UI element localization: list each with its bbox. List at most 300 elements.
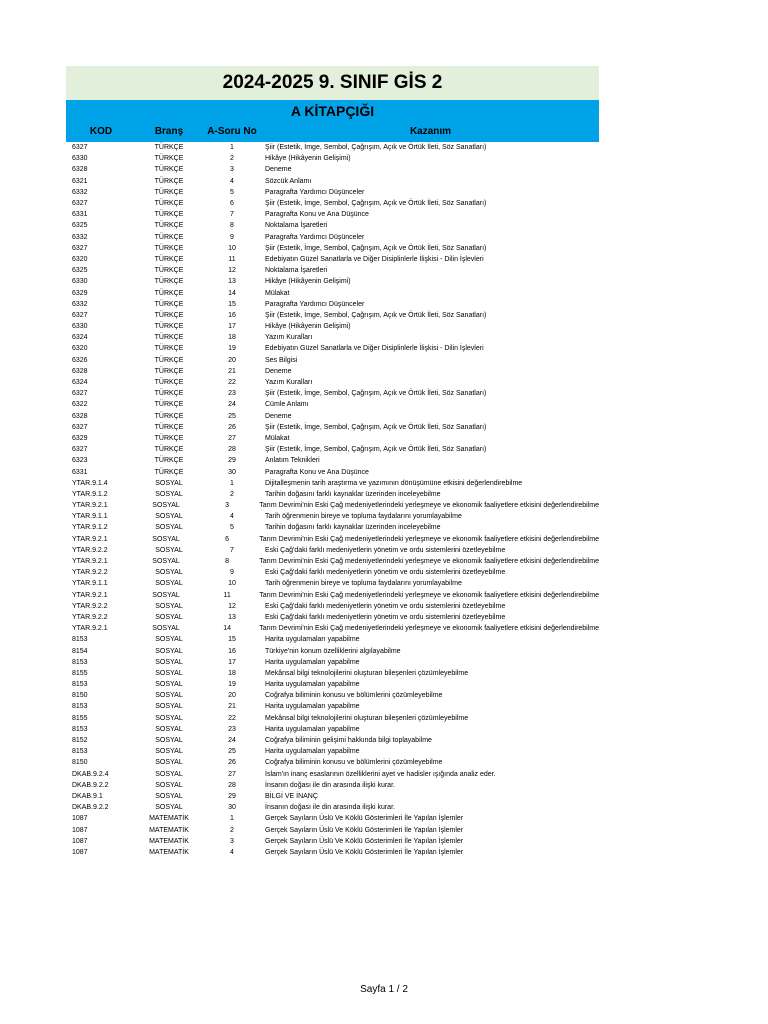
- cell-brans: SOSYAL: [152, 502, 180, 510]
- cell-brans: SOSYAL: [155, 737, 183, 745]
- cell-kazanim: Deneme: [265, 166, 292, 174]
- cell-soru-no: 7: [230, 546, 234, 554]
- cell-kazanim: Şiir (Estetik, İmge, Sembol, Çağrışım, Açık ve Örtük İleti, Söz Sanatları): [265, 390, 487, 398]
- cell-soru-no: 16: [228, 311, 236, 319]
- cell-kazanim: Hikâye (Hikâyenin Gelişimi): [265, 278, 351, 286]
- cell-kod: YTAR.9.2.2: [72, 613, 108, 621]
- cell-kazanim: Coğrafya biliminin konusu ve bölümlerini çözümleyebilme: [265, 759, 443, 767]
- cell-kod: 6327: [72, 144, 88, 152]
- table-row: [66, 668, 599, 679]
- cell-brans: SOSYAL: [155, 658, 183, 666]
- table-row: [66, 690, 599, 701]
- cell-brans: TÜRKÇE: [154, 390, 184, 398]
- cell-kazanim: Tarım Devrimi'nin Eski Çağ medeniyetlerindeki yerleşmeye ve ekonomik faaliyetlere etkisini değerlendirebilme: [259, 558, 600, 566]
- cell-brans: TÜRKÇE: [154, 334, 184, 342]
- cell-kod: DKAB.9.2.2: [72, 781, 109, 789]
- cell-kazanim: Eski Çağ'daki farklı medeniyetlerin yönetim ve ordu sistemlerini özetleyebilme: [265, 613, 506, 621]
- cell-soru-no: 30: [228, 468, 236, 476]
- cell-brans: MATEMATİK: [149, 848, 189, 856]
- cell-kazanim: İnsanın doğası ile din arasında ilişki kurar.: [265, 781, 395, 789]
- cell-brans: SOSYAL: [155, 669, 183, 677]
- booklet-text: A KİTAPÇIĞI: [290, 102, 375, 119]
- cell-kod: 6327: [72, 200, 88, 208]
- cell-kod: 6332: [72, 188, 88, 196]
- cell-soru-no: 26: [228, 759, 236, 767]
- table-row: [66, 836, 599, 847]
- table-row: [66, 422, 599, 433]
- cell-kod: 1087: [72, 837, 88, 845]
- cell-kod: 6322: [72, 401, 88, 409]
- cell-kod: 6332: [72, 233, 88, 241]
- cell-soru-no: 8: [230, 222, 234, 230]
- cell-soru-no: 2: [230, 826, 234, 834]
- cell-kod: 8155: [72, 714, 88, 722]
- cell-kazanim: Paragrafta Yardımcı Düşünceler: [265, 300, 365, 308]
- cell-soru-no: 11: [223, 591, 231, 599]
- cell-kod: 6331: [72, 468, 88, 476]
- cell-kod: 6329: [72, 434, 88, 442]
- cell-kod: 6327: [72, 390, 88, 398]
- cell-brans: SOSYAL: [155, 725, 183, 733]
- cell-soru-no: 22: [228, 714, 236, 722]
- cell-soru-no: 19: [228, 681, 236, 689]
- cell-soru-no: 27: [228, 434, 236, 442]
- cell-soru-no: 16: [228, 647, 236, 655]
- cell-kazanim: Coğrafya biliminin gelişimi hakkında bilgi toplayabilme: [265, 737, 432, 745]
- table-row: [66, 824, 599, 835]
- cell-kazanim: Eski Çağ'daki farklı medeniyetlerin yönetim ve ordu sistemlerini özetleyebilme: [265, 602, 506, 610]
- table-row: [66, 757, 599, 768]
- table-row: [66, 187, 599, 198]
- table-row: [66, 522, 599, 533]
- table-row: [66, 701, 599, 712]
- cell-kod: 6320: [72, 255, 88, 263]
- table-row: [66, 802, 599, 813]
- cell-brans: TÜRKÇE: [154, 412, 184, 420]
- cell-kazanim: İnsanın doğası ile din arasında ilişki kurar.: [265, 804, 395, 812]
- table-row: [66, 254, 599, 265]
- cell-kazanim: Tarihin doğasını farklı kaynaklar üzerinden inceleyebilme: [265, 490, 441, 498]
- cell-brans: TÜRKÇE: [154, 144, 184, 152]
- cell-kod: 6330: [72, 323, 88, 331]
- cell-soru-no: 23: [228, 390, 236, 398]
- cell-kod: DKAB.9.2.4: [72, 770, 109, 778]
- cell-kazanim: Harita uygulamaları yapabilme: [265, 681, 360, 689]
- cell-kazanim: Edebiyatın Güzel Sanatlarla ve Diğer Disiplinlerle İlişkisi - Dilin İşlevleri: [265, 255, 484, 263]
- cell-brans: SOSYAL: [155, 479, 183, 487]
- cell-kazanim: Deneme: [265, 412, 292, 420]
- table-row: [66, 545, 599, 556]
- cell-kod: YTAR.9.1.4: [72, 479, 108, 487]
- cell-soru-no: 7: [230, 211, 234, 219]
- table-row: [66, 645, 599, 656]
- cell-brans: TÜRKÇE: [154, 323, 184, 331]
- cell-kazanim: Tarım Devrimi'nin Eski Çağ medeniyetlerindeki yerleşmeye ve ekonomik faaliyetlere etkisini değerlendirebilme: [259, 502, 600, 510]
- cell-soru-no: 13: [228, 613, 236, 621]
- cell-kod: YTAR.9.2.2: [72, 602, 108, 610]
- cell-soru-no: 26: [228, 423, 236, 431]
- cell-kod: 6320: [72, 345, 88, 353]
- cell-kod: YTAR.9.2.1: [72, 558, 108, 566]
- cell-soru-no: 1: [230, 479, 234, 487]
- cell-kod: YTAR.9.2.1: [72, 535, 108, 543]
- table-row: [66, 612, 599, 623]
- cell-soru-no: 10: [228, 244, 236, 252]
- cell-kazanim: Deneme: [265, 367, 292, 375]
- table-row: [66, 623, 599, 634]
- table-row: [66, 164, 599, 175]
- cell-brans: TÜRKÇE: [154, 423, 184, 431]
- cell-kod: YTAR.9.2.1: [72, 591, 108, 599]
- table-row: [66, 567, 599, 578]
- cell-kazanim: Paragrafta Yardımcı Düşünceler: [265, 188, 365, 196]
- cell-brans: TÜRKÇE: [154, 166, 184, 174]
- cell-brans: SOSYAL: [155, 490, 183, 498]
- cell-kod: 6327: [72, 446, 88, 454]
- cell-brans: TÜRKÇE: [154, 222, 184, 230]
- cell-soru-no: 4: [230, 848, 234, 856]
- cell-kod: 6330: [72, 278, 88, 286]
- cell-brans: SOSYAL: [155, 781, 183, 789]
- cell-soru-no: 20: [228, 692, 236, 700]
- cell-soru-no: 23: [228, 725, 236, 733]
- cell-soru-no: 1: [230, 144, 234, 152]
- cell-brans: SOSYAL: [155, 546, 183, 554]
- table-row: [66, 657, 599, 668]
- cell-kazanim: Gerçek Sayıların Üslü Ve Köklü Gösterimleri İle Yapılan İşlemler: [265, 815, 464, 823]
- cell-brans: SOSYAL: [155, 636, 183, 644]
- cell-kazanim: Tarım Devrimi'nin Eski Çağ medeniyetlerindeki yerleşmeye ve ekonomik faaliyetlere etkisini değerlendirebilme: [259, 535, 600, 543]
- cell-soru-no: 8: [225, 558, 230, 566]
- table-row: [66, 534, 599, 545]
- cell-kod: 6324: [72, 334, 88, 342]
- cell-kod: 8153: [72, 658, 88, 666]
- header-brans: Branş: [154, 126, 184, 137]
- cell-soru-no: 28: [228, 781, 236, 789]
- cell-brans: SOSYAL: [155, 580, 183, 588]
- cell-soru-no: 5: [230, 188, 234, 196]
- cell-brans: TÜRKÇE: [154, 289, 184, 297]
- cell-soru-no: 12: [228, 602, 236, 610]
- cell-kazanim: Gerçek Sayıların Üslü Ve Köklü Gösterimleri İle Yapılan İşlemler: [265, 848, 464, 856]
- table-body: [66, 142, 599, 858]
- cell-kod: YTAR.9.2.2: [72, 569, 108, 577]
- cell-kod: 6330: [72, 155, 88, 163]
- cell-brans: TÜRKÇE: [154, 457, 184, 465]
- table-row: [66, 332, 599, 343]
- cell-kod: DKAB.9.1: [72, 792, 103, 800]
- cell-kazanim: Türkiye'nin konum özelliklerini algılayabilme: [265, 647, 401, 655]
- table-row: [66, 276, 599, 287]
- cell-brans: TÜRKÇE: [154, 356, 184, 364]
- cell-kod: YTAR.9.1.1: [72, 513, 108, 521]
- cell-kazanim: Şiir (Estetik, İmge, Sembol, Çağrışım, Açık ve Örtük İleti, Söz Sanatları): [265, 446, 487, 454]
- cell-kod: 8153: [72, 703, 88, 711]
- table-row: [66, 209, 599, 220]
- cell-kod: 6329: [72, 289, 88, 297]
- table-row: [66, 791, 599, 802]
- cell-kod: 1087: [72, 815, 88, 823]
- cell-soru-no: 22: [228, 379, 236, 387]
- cell-kod: 8152: [72, 737, 88, 745]
- cell-soru-no: 11: [228, 255, 236, 263]
- cell-kazanim: Hikâye (Hikâyenin Gelişimi): [265, 323, 351, 331]
- cell-kod: 8153: [72, 725, 88, 733]
- table-row: [66, 578, 599, 589]
- cell-kod: 6323: [72, 457, 88, 465]
- cell-brans: SOSYAL: [155, 748, 183, 756]
- table-row: [66, 232, 599, 243]
- cell-kazanim: Harita uygulamaları yapabilme: [265, 636, 360, 644]
- cell-kazanim: Harita uygulamaları yapabilme: [265, 658, 360, 666]
- cell-soru-no: 3: [230, 837, 234, 845]
- header-soru-no: A-Soru No: [207, 126, 257, 137]
- cell-kod: 8155: [72, 669, 88, 677]
- cell-brans: SOSYAL: [155, 714, 183, 722]
- cell-soru-no: 17: [228, 658, 236, 666]
- table-row: [66, 601, 599, 612]
- table-row: [66, 489, 599, 500]
- cell-kod: 6328: [72, 166, 88, 174]
- table-row: [66, 411, 599, 422]
- table-row: [66, 366, 599, 377]
- cell-soru-no: 18: [228, 334, 236, 342]
- cell-kazanim: Coğrafya biliminin konusu ve bölümlerini çözümleyebilme: [265, 692, 443, 700]
- cell-kazanim: Mülakat: [265, 289, 290, 297]
- cell-brans: TÜRKÇE: [154, 379, 184, 387]
- table-row: [66, 634, 599, 645]
- cell-kazanim: Paragrafta Yardımcı Düşünceler: [265, 233, 365, 241]
- page-footer: Sayfa 1 / 2: [360, 984, 408, 995]
- cell-kazanim: BİLGİ VE İNANÇ: [265, 792, 318, 800]
- cell-kazanim: Harita uygulamaları yapabilme: [265, 748, 360, 756]
- cell-brans: TÜRKÇE: [154, 255, 184, 263]
- cell-soru-no: 6: [225, 535, 230, 543]
- cell-brans: TÜRKÇE: [154, 278, 184, 286]
- cell-kod: 8154: [72, 647, 88, 655]
- cell-brans: MATEMATİK: [149, 826, 189, 834]
- cell-kazanim: Gerçek Sayıların Üslü Ve Köklü Gösterimleri İle Yapılan İşlemler: [265, 837, 464, 845]
- cell-kod: 6327: [72, 311, 88, 319]
- cell-brans: SOSYAL: [155, 647, 183, 655]
- table-row: [66, 556, 599, 567]
- cell-brans: SOSYAL: [155, 703, 183, 711]
- table-row: [66, 713, 599, 724]
- cell-brans: TÜRKÇE: [154, 267, 184, 275]
- cell-brans: TÜRKÇE: [154, 200, 184, 208]
- cell-brans: TÜRKÇE: [154, 244, 184, 252]
- cell-soru-no: 30: [228, 804, 236, 812]
- table-row: [66, 847, 599, 858]
- cell-soru-no: 25: [228, 748, 236, 756]
- cell-kazanim: Dijitalleşmenin tarih araştırma ve yazımının dönüşümüne etkisini değerlendirebilme: [265, 479, 523, 487]
- cell-brans: TÜRKÇE: [154, 468, 184, 476]
- cell-kazanim: Şiir (Estetik, İmge, Sembol, Çağrışım, Açık ve Örtük İleti, Söz Sanatları): [265, 144, 487, 152]
- cell-kazanim: Yazım Kuralları: [265, 334, 313, 342]
- table-row: [66, 724, 599, 735]
- cell-brans: TÜRKÇE: [154, 177, 184, 185]
- cell-kazanim: Eski Çağ'daki farklı medeniyetlerin yönetim ve ordu sistemlerini özetleyebilme: [265, 569, 506, 577]
- cell-brans: MATEMATİK: [149, 837, 189, 845]
- cell-soru-no: 2: [230, 490, 234, 498]
- cell-brans: MATEMATİK: [149, 815, 189, 823]
- cell-brans: SOSYAL: [152, 558, 180, 566]
- cell-soru-no: 3: [230, 166, 234, 174]
- cell-soru-no: 5: [230, 524, 234, 532]
- table-row: [66, 500, 599, 511]
- cell-brans: TÜRKÇE: [154, 300, 184, 308]
- cell-soru-no: 25: [228, 412, 236, 420]
- cell-kazanim: Mekânsal bilgi teknolojilerini oluşturan bileşenleri çözümleyebilme: [265, 669, 469, 677]
- cell-kazanim: Şiir (Estetik, İmge, Sembol, Çağrışım, Açık ve Örtük İleti, Söz Sanatları): [265, 311, 487, 319]
- cell-soru-no: 24: [228, 401, 236, 409]
- cell-kazanim: Mülakat: [265, 434, 290, 442]
- cell-kazanim: Paragrafta Konu ve Ana Düşünce: [265, 211, 369, 219]
- cell-kazanim: Harita uygulamaları yapabilme: [265, 703, 360, 711]
- header-kazanim: Kazanım: [409, 126, 452, 137]
- cell-kazanim: Mekânsal bilgi teknolojilerini oluşturan bileşenleri çözümleyebilme: [265, 714, 469, 722]
- cell-kazanim: Sözcük Anlamı: [265, 177, 312, 185]
- cell-kod: 6325: [72, 222, 88, 230]
- cell-brans: TÜRKÇE: [154, 188, 184, 196]
- cell-kod: YTAR.9.1.2: [72, 490, 108, 498]
- cell-kazanim: Gerçek Sayıların Üslü Ve Köklü Gösterimleri İle Yapılan İşlemler: [265, 826, 464, 834]
- cell-brans: SOSYAL: [152, 591, 180, 599]
- cell-kazanim: Şiir (Estetik, İmge, Sembol, Çağrışım, Açık ve Örtük İleti, Söz Sanatları): [265, 200, 487, 208]
- cell-brans: TÜRKÇE: [154, 367, 184, 375]
- cell-kazanim: Tarım Devrimi'nin Eski Çağ medeniyetlerindeki yerleşmeye ve ekonomik faaliyetlere etkisini değerlendirebilme: [259, 625, 600, 633]
- worksheet: [66, 66, 599, 858]
- cell-kod: 6326: [72, 356, 88, 364]
- table-row: [66, 153, 599, 164]
- cell-kod: 6321: [72, 177, 88, 185]
- cell-brans: TÜRKÇE: [154, 155, 184, 163]
- table-row: [66, 287, 599, 298]
- table-row: [66, 321, 599, 332]
- table-row: [66, 220, 599, 231]
- cell-kazanim: Tarım Devrimi'nin Eski Çağ medeniyetlerindeki yerleşmeye ve ekonomik faaliyetlere etkisini değerlendirebilme: [259, 591, 600, 599]
- title-text: 2024-2025 9. SINIF GİS 2: [222, 72, 443, 93]
- table-row: [66, 478, 599, 489]
- cell-brans: SOSYAL: [155, 681, 183, 689]
- cell-brans: SOSYAL: [155, 759, 183, 767]
- cell-kazanim: Paragrafta Konu ve Ana Düşünce: [265, 468, 369, 476]
- cell-brans: TÜRKÇE: [154, 401, 184, 409]
- table-row: [66, 511, 599, 522]
- cell-kod: 6328: [72, 367, 88, 375]
- header-kod: KOD: [89, 126, 113, 137]
- cell-soru-no: 10: [228, 580, 236, 588]
- cell-kazanim: Tarihin doğasını farklı kaynaklar üzerinden inceleyebilme: [265, 524, 441, 532]
- cell-kod: 1087: [72, 826, 88, 834]
- cell-brans: SOSYAL: [155, 602, 183, 610]
- cell-brans: SOSYAL: [152, 535, 180, 543]
- table-row: [66, 377, 599, 388]
- cell-soru-no: 12: [228, 267, 236, 275]
- cell-kod: 6327: [72, 423, 88, 431]
- table-row: [66, 399, 599, 410]
- cell-kazanim: Noktalama İşaretleri: [265, 267, 328, 275]
- cell-soru-no: 2: [230, 155, 234, 163]
- cell-kazanim: Harita uygulamaları yapabilme: [265, 725, 360, 733]
- cell-brans: SOSYAL: [155, 513, 183, 521]
- table-row: [66, 735, 599, 746]
- cell-soru-no: 20: [228, 356, 236, 364]
- cell-soru-no: 14: [223, 625, 232, 633]
- cell-kod: 8150: [72, 759, 88, 767]
- table-row: [66, 455, 599, 466]
- cell-soru-no: 4: [230, 177, 234, 185]
- cell-kazanim: Anlatım Teknikleri: [265, 457, 320, 465]
- cell-brans: SOSYAL: [155, 692, 183, 700]
- cell-brans: SOSYAL: [155, 524, 183, 532]
- cell-soru-no: 4: [230, 513, 234, 521]
- cell-kod: DKAB.9.2.2: [72, 804, 109, 812]
- cell-kod: 8153: [72, 748, 88, 756]
- cell-soru-no: 17: [228, 323, 236, 331]
- cell-brans: TÜRKÇE: [154, 211, 184, 219]
- cell-brans: SOSYAL: [155, 770, 183, 778]
- cell-kod: 8153: [72, 636, 88, 644]
- cell-kod: YTAR.9.1.2: [72, 524, 108, 532]
- cell-kazanim: Şiir (Estetik, İmge, Sembol, Çağrışım, Açık ve Örtük İleti, Söz Sanatları): [265, 244, 487, 252]
- cell-kod: 6324: [72, 379, 88, 387]
- table-row: [66, 176, 599, 187]
- cell-soru-no: 29: [228, 792, 236, 800]
- cell-soru-no: 13: [228, 278, 236, 286]
- table-row: [66, 679, 599, 690]
- cell-kazanim: Tarih öğrenmenin bireye ve topluma faydalarını yorumlayabilme: [265, 580, 462, 588]
- cell-kazanim: Tarih öğrenmenin bireye ve topluma faydalarını yorumlayabilme: [265, 513, 462, 521]
- cell-kod: 8153: [72, 681, 88, 689]
- table-row: [66, 142, 599, 153]
- table-row: [66, 433, 599, 444]
- cell-soru-no: 6: [230, 200, 234, 208]
- cell-kod: YTAR.9.2.1: [72, 502, 108, 510]
- cell-kazanim: Yazım Kuralları: [265, 379, 313, 387]
- cell-soru-no: 1: [230, 815, 234, 823]
- cell-soru-no: 18: [228, 669, 236, 677]
- cell-kod: YTAR.9.1.1: [72, 580, 108, 588]
- table-header: [66, 121, 599, 142]
- cell-soru-no: 29: [228, 457, 236, 465]
- cell-brans: TÜRKÇE: [154, 345, 184, 353]
- cell-brans: TÜRKÇE: [154, 233, 184, 241]
- cell-kazanim: Eski Çağ'daki farklı medeniyetlerin yönetim ve ordu sistemlerini özetleyebilme: [265, 546, 506, 554]
- cell-kazanim: Edebiyatın Güzel Sanatlarla ve Diğer Disiplinlerle İlişkisi - Dilin İşlevleri: [265, 345, 484, 353]
- cell-soru-no: 15: [228, 636, 236, 644]
- cell-brans: SOSYAL: [155, 613, 183, 621]
- cell-brans: SOSYAL: [155, 804, 183, 812]
- table-row: [66, 466, 599, 477]
- cell-kod: YTAR.9.2.2: [72, 546, 108, 554]
- cell-soru-no: 21: [228, 703, 236, 711]
- table-row: [66, 198, 599, 209]
- document-title: [66, 66, 599, 100]
- cell-soru-no: 27: [228, 770, 236, 778]
- cell-kazanim: Noktalama İşaretleri: [265, 222, 328, 230]
- table-row: [66, 769, 599, 780]
- cell-kod: 6327: [72, 244, 88, 252]
- table-row: [66, 299, 599, 310]
- table-row: [66, 388, 599, 399]
- cell-kazanim: Şiir (Estetik, İmge, Sembol, Çağrışım, Açık ve Örtük İleti, Söz Sanatları): [265, 423, 487, 431]
- cell-soru-no: 9: [230, 233, 234, 241]
- table-row: [66, 265, 599, 276]
- cell-brans: SOSYAL: [155, 569, 183, 577]
- cell-kod: 6332: [72, 300, 88, 308]
- cell-soru-no: 9: [230, 569, 234, 577]
